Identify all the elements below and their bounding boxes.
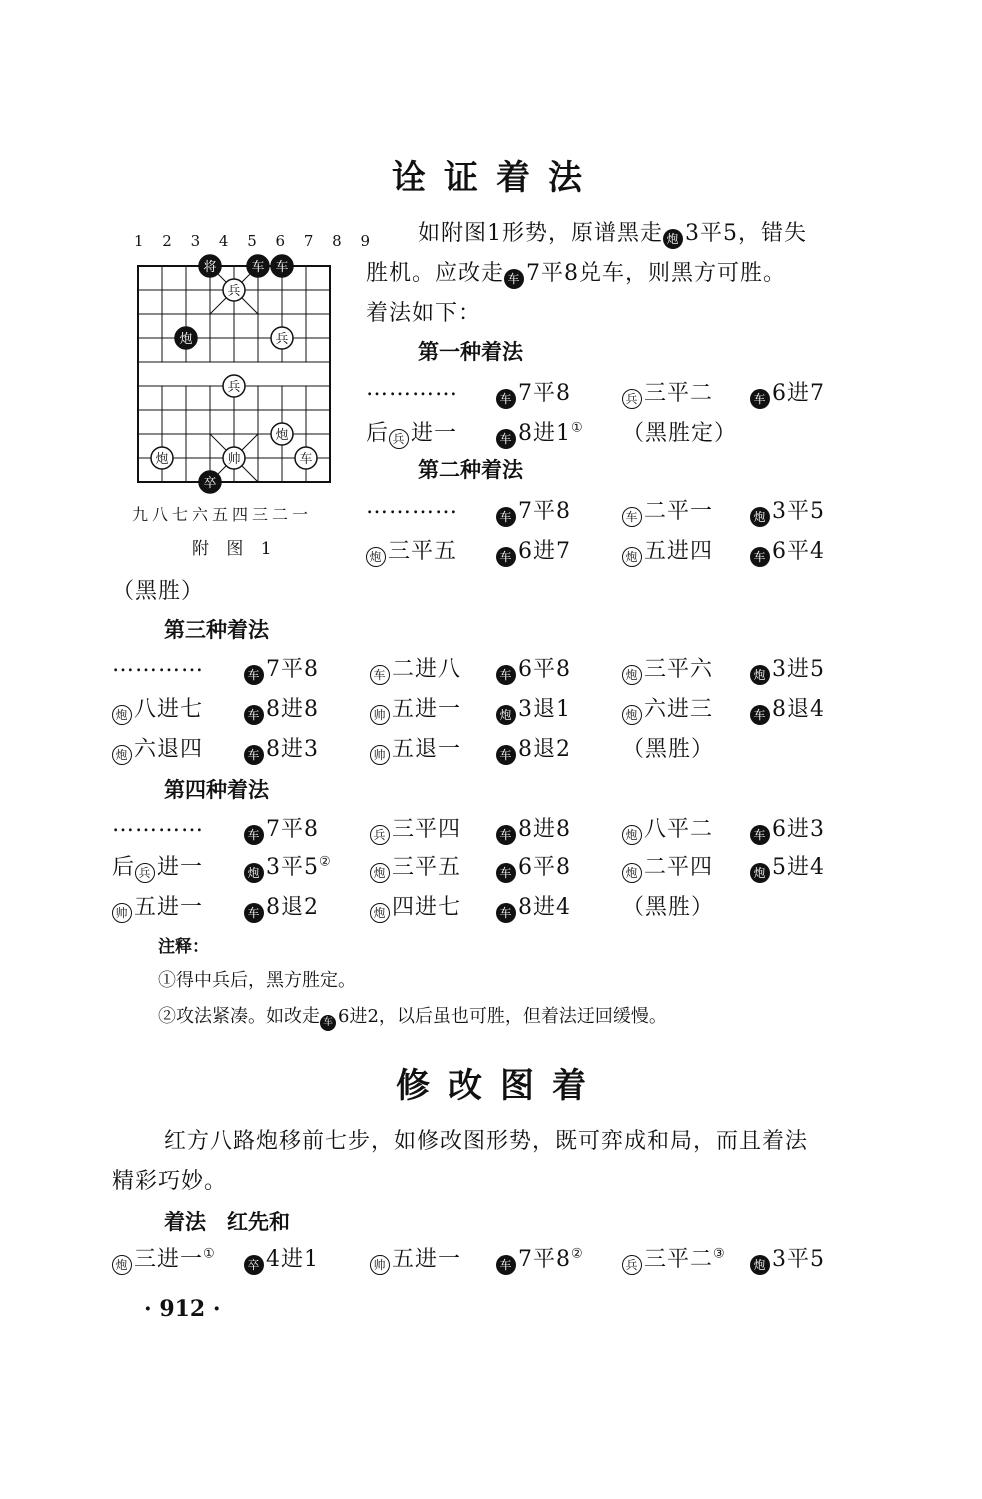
move-cell — [370, 692, 461, 725]
variation-title: 第二种着法 — [418, 458, 523, 482]
move-text: 八平二 — [644, 817, 714, 842]
piece-icon: 兵 — [370, 825, 390, 845]
piece-icon: 车 — [244, 705, 264, 725]
move — [244, 657, 319, 682]
piece-icon: 帅 — [370, 745, 390, 765]
piece-icon: 炮 — [622, 665, 642, 685]
piece-icon: 炮 — [622, 863, 642, 883]
move-text: 三平二 — [644, 1247, 714, 1272]
move-cell — [496, 416, 584, 449]
piece-icon: 炮 — [622, 705, 642, 725]
intro-line-2 — [366, 256, 786, 289]
move-text: ………… — [366, 376, 458, 401]
move-text: 二进八 — [392, 657, 462, 682]
move-cell — [244, 732, 319, 765]
move-cell — [496, 494, 571, 527]
move — [370, 817, 461, 842]
move-text: 3平5 — [772, 1247, 825, 1272]
move-cell — [112, 812, 204, 837]
board-piece-label: 车 — [299, 452, 313, 467]
piece-icon: 炮 — [366, 547, 386, 567]
board-piece-label: 炮 — [275, 428, 289, 443]
board-grid — [128, 254, 348, 504]
move-text: 6平8 — [518, 855, 571, 880]
move-cell — [112, 652, 204, 677]
move-cell — [622, 692, 713, 725]
board-piece-label: 炮 — [155, 452, 169, 467]
move — [622, 499, 713, 524]
move-text: 三平六 — [644, 657, 714, 682]
move — [750, 1247, 825, 1272]
board-piece-label: 兵 — [227, 380, 241, 395]
move-text: 7平8 — [266, 657, 319, 682]
move — [750, 817, 825, 842]
intro-text: 如附图1形势，原谱黑走 — [418, 221, 663, 246]
move-cell — [622, 1242, 726, 1275]
intro-text: 7平8兑车，则黑方可胜。 — [526, 261, 787, 286]
move — [112, 652, 204, 677]
move-cell — [112, 732, 203, 765]
piece-icon: 炮 — [244, 863, 264, 883]
move-cell — [750, 376, 825, 409]
piece-icon: 炮 — [663, 229, 683, 249]
move-text: ………… — [366, 494, 458, 519]
move-cell — [750, 494, 825, 527]
piece-icon: 车 — [496, 745, 516, 765]
move — [244, 895, 319, 920]
move-text: 六进三 — [644, 697, 714, 722]
move-cell — [112, 574, 204, 605]
piece-icon: 炮 — [496, 705, 516, 725]
intro-line-3: 着法如下： — [366, 301, 482, 326]
board-bottom-numbers: 九八七六五四三二一 — [132, 505, 313, 524]
piece-icon: 车 — [244, 825, 264, 845]
move-text: 8进4 — [518, 895, 571, 920]
move — [370, 737, 461, 762]
move-cell — [496, 1242, 584, 1275]
move-cell — [622, 494, 713, 527]
move — [366, 494, 458, 519]
move — [112, 855, 203, 880]
move — [622, 381, 713, 406]
section-title-2: 修改图着 — [396, 1066, 604, 1106]
move-cell — [496, 890, 571, 923]
piece-icon: 炮 — [750, 1255, 770, 1275]
move — [370, 697, 461, 722]
note-text: 6进2，以后虽也可胜，但着法迂回缓慢。 — [338, 1006, 667, 1027]
move — [366, 539, 457, 564]
piece-icon: 车 — [244, 903, 264, 923]
board-piece-label: 车 — [251, 260, 265, 275]
move — [750, 855, 825, 880]
move — [112, 579, 204, 604]
move-text: 7平8 — [518, 1247, 571, 1272]
board-piece-label: 炮 — [179, 332, 193, 347]
piece-icon: 帅 — [112, 903, 132, 923]
footnote-mark: ② — [319, 854, 332, 870]
move — [366, 376, 458, 401]
piece-icon: 炮 — [750, 863, 770, 883]
board-piece-label: 帅 — [227, 452, 241, 467]
move — [112, 895, 203, 920]
piece-icon: 车 — [504, 269, 524, 289]
piece-icon: 车 — [320, 1015, 336, 1031]
move-text: 5进4 — [772, 855, 825, 880]
move-cell — [622, 850, 713, 883]
move-cell — [496, 692, 571, 725]
move-text: 进一 — [157, 855, 204, 880]
move-text: 3平5 — [772, 499, 825, 524]
move-cell — [622, 534, 713, 567]
move-text: 三平二 — [644, 381, 714, 406]
move — [496, 657, 571, 682]
move-cell — [244, 850, 332, 883]
piece-icon: 车 — [496, 1255, 516, 1275]
move-text: 8进3 — [266, 737, 319, 762]
piece-icon: 车 — [750, 389, 770, 409]
move — [750, 499, 825, 524]
move-text: 三进一 — [134, 1247, 204, 1272]
move-text: 进一 — [411, 421, 458, 446]
move-text: 三平四 — [392, 817, 462, 842]
move — [496, 817, 571, 842]
move-text: 8进8 — [266, 697, 319, 722]
move — [750, 381, 825, 406]
move-prefix: 后 — [366, 421, 390, 446]
move-cell — [370, 890, 461, 923]
move-text: 6平8 — [518, 657, 571, 682]
piece-icon: 炮 — [750, 507, 770, 527]
move-cell — [496, 850, 571, 883]
move-cell — [496, 732, 571, 765]
move-cell — [750, 534, 825, 567]
move — [370, 855, 461, 880]
move — [496, 421, 584, 446]
move-cell — [112, 890, 203, 923]
page-number: · 912 · — [144, 1296, 221, 1322]
piece-icon: 车 — [496, 429, 516, 449]
move — [496, 697, 571, 722]
move — [622, 895, 714, 920]
move — [622, 1247, 726, 1272]
move-cell — [622, 652, 713, 685]
move-text: （黑胜） — [622, 737, 715, 762]
move — [112, 812, 204, 837]
move-text: 8退2 — [518, 737, 571, 762]
move-cell — [750, 812, 825, 845]
move-cell — [750, 1242, 825, 1275]
piece-icon: 车 — [496, 547, 516, 567]
move-text: 7平8 — [518, 499, 571, 524]
move-text: 六退四 — [134, 737, 204, 762]
sub-heading: 着法 红先和 — [164, 1210, 290, 1234]
move-cell — [750, 652, 825, 685]
move-cell — [366, 534, 457, 567]
intro-text: 3平5，错失 — [685, 221, 807, 246]
board-caption: 附 图 1 — [192, 539, 278, 559]
move-text: 3退1 — [518, 697, 571, 722]
move-text: （黑胜定） — [622, 421, 738, 446]
piece-icon: 兵 — [622, 1255, 642, 1275]
move-cell — [496, 534, 571, 567]
piece-icon: 车 — [370, 665, 390, 685]
move — [496, 381, 571, 406]
move-text: 6进7 — [518, 539, 571, 564]
piece-icon: 车 — [750, 705, 770, 725]
piece-icon: 车 — [496, 665, 516, 685]
piece-icon: 车 — [750, 547, 770, 567]
board-piece-label: 兵 — [227, 284, 241, 299]
move — [496, 895, 571, 920]
move-cell — [622, 732, 714, 763]
move — [622, 817, 713, 842]
piece-icon: 炮 — [112, 705, 132, 725]
move-text: ………… — [112, 812, 204, 837]
move-cell — [370, 652, 461, 685]
piece-icon: 车 — [496, 903, 516, 923]
move — [622, 855, 713, 880]
move-cell — [622, 376, 713, 409]
move-text: ………… — [112, 652, 204, 677]
piece-icon: 车 — [244, 665, 264, 685]
move-cell — [244, 652, 319, 685]
move-cell — [366, 494, 458, 519]
move-cell — [112, 692, 203, 725]
move-prefix: 后 — [112, 855, 136, 880]
variation-title: 第一种着法 — [418, 340, 523, 364]
piece-icon: 兵 — [622, 389, 642, 409]
move — [622, 737, 714, 762]
move — [496, 855, 571, 880]
piece-icon: 炮 — [370, 903, 390, 923]
variation-title: 第四种着法 — [164, 778, 269, 802]
piece-icon: 车 — [750, 825, 770, 845]
piece-icon: 炮 — [622, 547, 642, 567]
move-text: 7平8 — [518, 381, 571, 406]
move-cell — [496, 812, 571, 845]
move-text: 6平4 — [772, 539, 825, 564]
piece-icon: 兵 — [135, 863, 155, 883]
board-piece-label: 兵 — [275, 332, 289, 347]
board-top-numbers: 1 2 3 4 5 6 7 8 9 — [134, 232, 378, 250]
move-text: 四进七 — [392, 895, 462, 920]
move-text: 八进七 — [134, 697, 204, 722]
footnote-mark: ① — [571, 420, 584, 436]
move — [370, 895, 461, 920]
move — [496, 539, 571, 564]
board-diagram — [128, 230, 378, 560]
footnote-mark: ① — [203, 1246, 216, 1262]
move — [244, 1247, 319, 1272]
piece-icon: 炮 — [112, 1255, 132, 1275]
move — [622, 697, 713, 722]
move-cell — [112, 850, 203, 883]
move-cell — [750, 692, 825, 725]
move-cell — [244, 692, 319, 725]
piece-icon: 炮 — [750, 665, 770, 685]
note-text: ②攻法紧凑。如改走 — [158, 1006, 320, 1027]
piece-icon: 车 — [496, 507, 516, 527]
move — [750, 539, 825, 564]
footnote-mark: ③ — [713, 1246, 726, 1262]
move-cell — [366, 416, 457, 449]
piece-icon: 兵 — [389, 429, 409, 449]
move-cell — [750, 850, 825, 883]
move — [622, 539, 713, 564]
intro-text: 胜机。应改走 — [366, 261, 505, 286]
move — [244, 697, 319, 722]
move-text: 4进1 — [266, 1247, 319, 1272]
board-piece-label: 卒 — [203, 476, 217, 491]
move — [366, 421, 457, 446]
para-line-1: 红方八路炮移前七步，如修改图形势，既可弈成和局，而且着法 — [164, 1129, 809, 1154]
move-cell — [370, 732, 461, 765]
move-text: 五进一 — [392, 697, 462, 722]
move-text: 8进1 — [518, 421, 571, 446]
move-text: 五进一 — [392, 1247, 462, 1272]
move — [370, 657, 461, 682]
move — [622, 421, 737, 446]
move-cell — [244, 890, 319, 923]
variation-title: 第三种着法 — [164, 618, 269, 642]
move — [496, 1247, 584, 1272]
move — [750, 657, 825, 682]
move-text: 3进5 — [772, 657, 825, 682]
move-cell — [370, 812, 461, 845]
move — [244, 855, 332, 880]
footnote-mark: ② — [571, 1246, 584, 1262]
move-text: 五进四 — [644, 539, 714, 564]
move-text: 3平5 — [266, 855, 319, 880]
board-piece-label: 车 — [275, 260, 289, 275]
section-title: 诠证着法 — [392, 158, 600, 198]
move — [112, 1247, 216, 1272]
move-cell — [244, 1242, 319, 1275]
move-cell — [622, 812, 713, 845]
move — [622, 657, 713, 682]
move-cell — [622, 890, 714, 921]
move-text: 二平一 — [644, 499, 714, 524]
move-cell — [112, 1242, 216, 1275]
move-cell — [370, 850, 461, 883]
piece-icon: 车 — [496, 863, 516, 883]
piece-icon: 车 — [496, 825, 516, 845]
move-cell — [622, 416, 737, 447]
move-cell — [496, 652, 571, 685]
move-text: 二平四 — [644, 855, 714, 880]
move — [496, 737, 571, 762]
piece-icon: 帅 — [370, 705, 390, 725]
move — [750, 697, 825, 722]
note-2 — [158, 1002, 667, 1031]
move-text: （黑胜） — [622, 895, 715, 920]
move-text: 五进一 — [134, 895, 204, 920]
piece-icon: 帅 — [370, 1255, 390, 1275]
piece-icon: 炮 — [370, 863, 390, 883]
move-text: 6进7 — [772, 381, 825, 406]
move-text: 7平8 — [266, 817, 319, 842]
move-cell — [370, 1242, 461, 1275]
move-cell — [244, 812, 319, 845]
move-cell — [496, 376, 571, 409]
move — [112, 697, 203, 722]
move — [112, 737, 203, 762]
move-text: 五退一 — [392, 737, 462, 762]
move-text: 6进3 — [772, 817, 825, 842]
move — [244, 817, 319, 842]
piece-icon: 炮 — [112, 745, 132, 765]
piece-icon: 车 — [622, 507, 642, 527]
move-text: 8进8 — [518, 817, 571, 842]
move-text: 三平五 — [392, 855, 462, 880]
piece-icon: 车 — [244, 745, 264, 765]
move-text: 三平五 — [388, 539, 458, 564]
move-cell — [366, 376, 458, 401]
para-line-2: 精彩巧妙。 — [112, 1169, 228, 1194]
move — [244, 737, 319, 762]
move-text: 8退4 — [772, 697, 825, 722]
piece-icon: 卒 — [244, 1255, 264, 1275]
move-text: （黑胜） — [112, 579, 205, 604]
board-piece-label: 将 — [203, 260, 217, 275]
note-1: ①得中兵后，黑方胜定。 — [158, 970, 356, 991]
notes-title: 注释： — [158, 937, 209, 957]
piece-icon: 炮 — [622, 825, 642, 845]
intro-line-1 — [418, 216, 807, 249]
move — [370, 1247, 461, 1272]
piece-icon: 车 — [496, 389, 516, 409]
move — [496, 499, 571, 524]
move-text: 8退2 — [266, 895, 319, 920]
